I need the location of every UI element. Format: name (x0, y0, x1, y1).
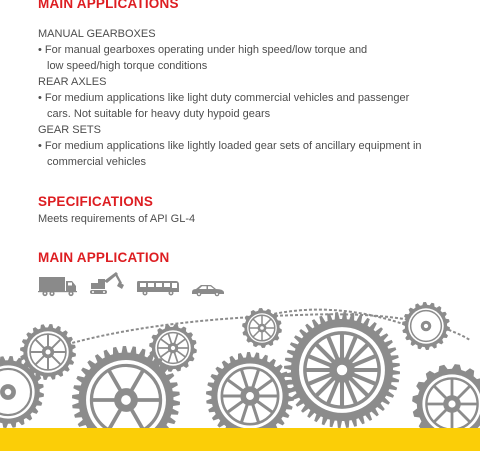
rear-axles-title: REAR AXLES (38, 76, 107, 88)
gear-graphics (0, 302, 480, 428)
specifications-heading: SPECIFICATIONS (38, 194, 154, 209)
application-icons (38, 271, 225, 297)
gears-illustration (0, 300, 480, 428)
rear-axles-bullet: • For medium applications like light duty commercial vehicles and passenger cars. Not suitable for heavy duty hypoid gears (38, 92, 410, 120)
truck-icon (38, 275, 78, 297)
main-application-heading: MAIN APPLICATION (38, 250, 170, 265)
footer-yellow-bar (0, 428, 480, 451)
gear-sets-title: GEAR SETS (38, 124, 101, 136)
rear-axles-section (38, 74, 458, 122)
car-icon (191, 283, 225, 297)
gear-sets-section (38, 122, 458, 170)
bus-icon (136, 279, 180, 297)
main-applications-heading: MAIN APPLICATIONS (38, 0, 179, 11)
manual-gearboxes-title: MANUAL GEARBOXES (38, 28, 156, 40)
excavator-icon (89, 271, 125, 297)
manual-gearboxes-section (38, 26, 458, 74)
specifications-text: Meets requirements of API GL-4 (38, 213, 196, 225)
manual-gearboxes-bullet: • For manual gearboxes operating under high speed/low torque and low speed/high torque conditions (38, 44, 368, 72)
gear-sets-bullet: • For medium applications like lightly loaded gear sets of ancillary equipment in commercial vehicles (38, 140, 422, 168)
